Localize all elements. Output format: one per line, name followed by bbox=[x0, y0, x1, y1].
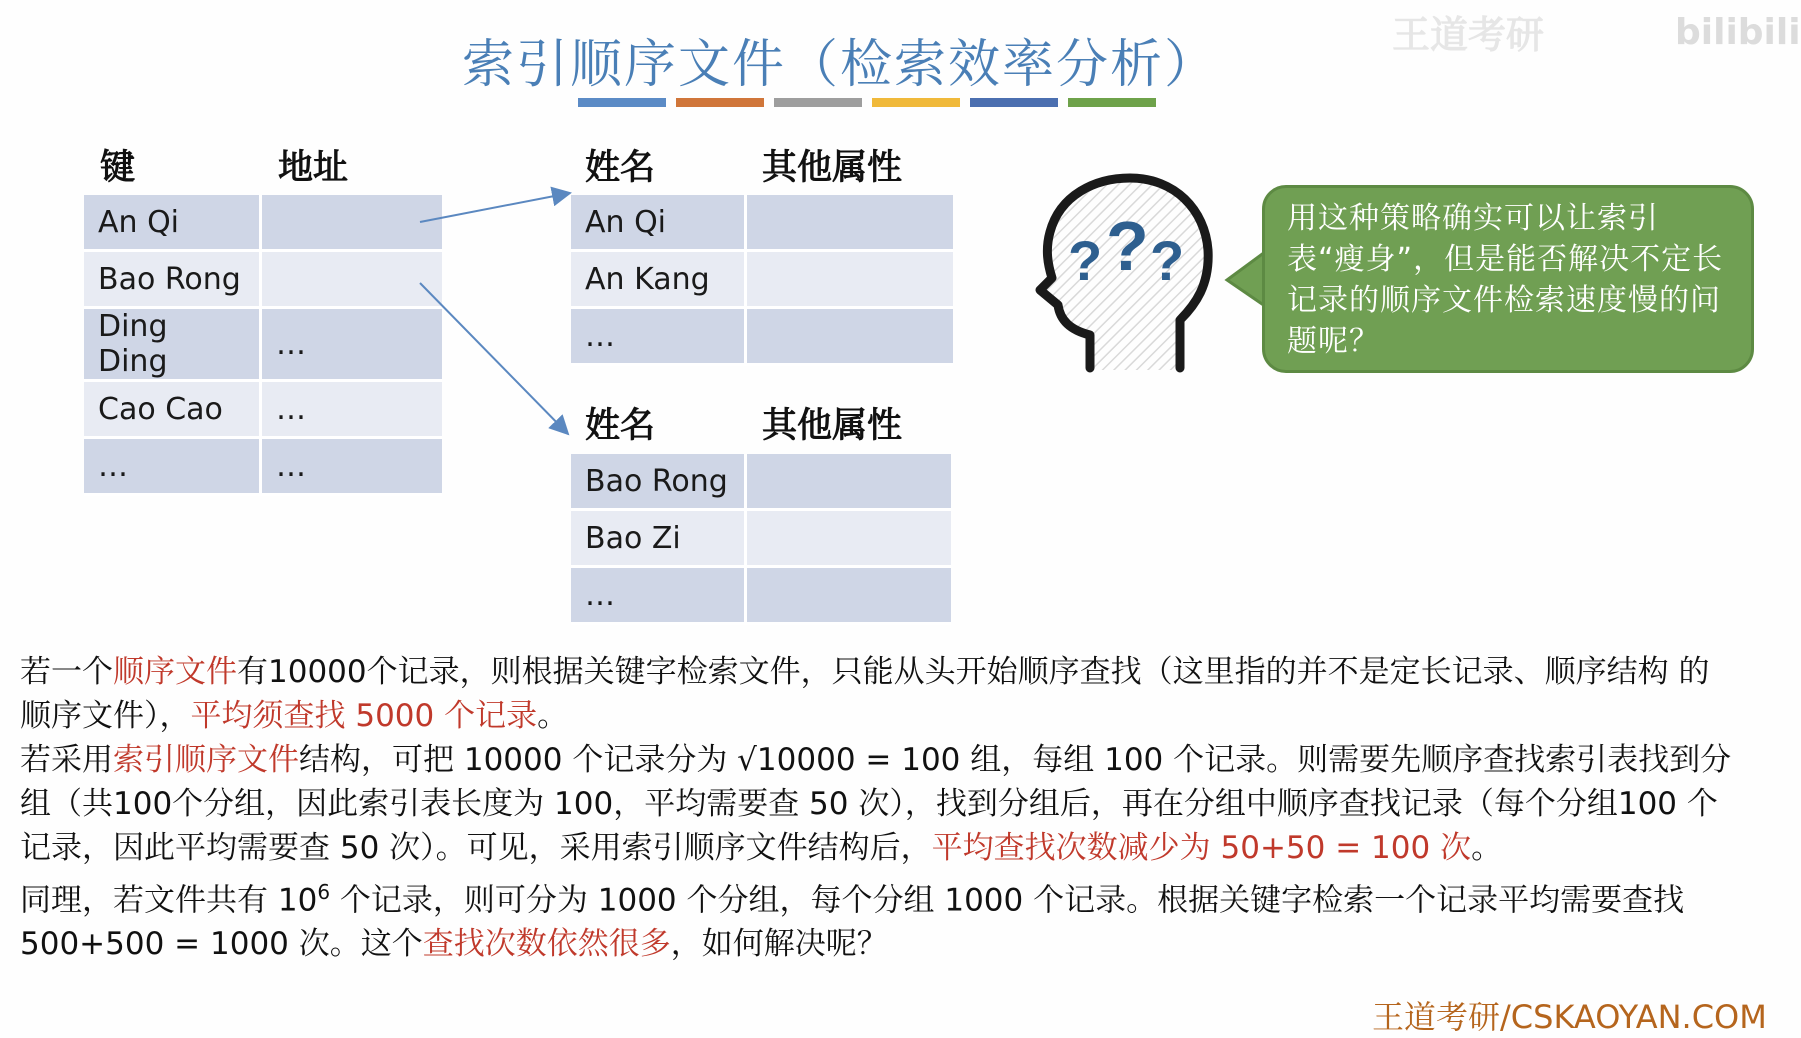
cell: … bbox=[571, 309, 747, 366]
group2-header-name: 姓名 bbox=[585, 406, 656, 446]
exponent: 6 bbox=[317, 880, 331, 904]
cell: An Qi bbox=[571, 195, 747, 252]
cell: Bao Zi bbox=[571, 511, 747, 568]
highlight-text: 平均查找次数减少为 50+50 = 100 次 bbox=[931, 830, 1472, 866]
cell: An Kang bbox=[571, 252, 747, 309]
svg-text:?: ? bbox=[1068, 229, 1103, 292]
paragraph-indexed bbox=[20, 738, 1740, 870]
explanation-text bbox=[20, 650, 1740, 966]
head-question-icon bbox=[1030, 170, 1220, 380]
text-run: 有10000个记录，则根据关键字检索文件，只能从头开始顺序查找（这里指的并不是定长记录、顺序结构 的顺序文件）， bbox=[20, 654, 1710, 734]
cell: Cao Cao bbox=[84, 382, 262, 439]
cell: Bao Rong bbox=[571, 454, 747, 511]
text-run: ，如何解决呢？ bbox=[670, 926, 888, 963]
text-run: 个记录，则可分为 1000 个分组，每个分组 1000 个记录。根据关键字检索一个记录平均需要查找 500+500 = 1000 次。这个 bbox=[20, 882, 1685, 963]
svg-text:?: ? bbox=[1150, 229, 1185, 292]
cell: … bbox=[262, 309, 442, 382]
watermark-text: 王道考研 bbox=[1392, 13, 1545, 57]
page-title: 索引顺序文件（检索效率分析） bbox=[461, 35, 1218, 95]
text-run: 结构，可把 10000 个记录分为 √10000 = 100 组，每组 100 个记录。则需要先顺序查找索引表找到分组（共100个分组，因此索引表长度为 100，平均需要查 50 次），找到分组后，再在分组中顺序查找记录（每个分组100 个记录，因此平均需要查 50 次）。可见，采用索引顺序文件结构后， bbox=[20, 742, 1732, 866]
text-run: 同理，若文件共有 10 bbox=[20, 882, 318, 919]
index-header-address: 地址 bbox=[278, 148, 349, 188]
bilibili-logo: bilibili bbox=[1675, 12, 1801, 53]
highlight-text: 平均须查找 5000 个记录 bbox=[190, 698, 538, 734]
svg-text:?: ? bbox=[1106, 207, 1149, 285]
text-run: 。 bbox=[1471, 830, 1503, 866]
paragraph-sequential bbox=[20, 650, 1740, 738]
cell: … bbox=[262, 382, 442, 439]
group2-header-attrs: 其他属性 bbox=[762, 406, 903, 446]
text-run: 。 bbox=[537, 698, 569, 734]
cell: An Qi bbox=[84, 195, 262, 252]
cell: … bbox=[262, 439, 442, 496]
group1-header-attrs: 其他属性 bbox=[762, 148, 903, 188]
text-run: 若采用 bbox=[20, 742, 113, 778]
arrow-to-group-1 bbox=[420, 193, 570, 222]
footer-watermark: 王道考研/CSKAOYAN.COM bbox=[1372, 998, 1767, 1036]
cell: … bbox=[84, 439, 262, 496]
cell: Ding Ding bbox=[84, 309, 262, 382]
cell: Bao Rong bbox=[84, 252, 262, 309]
highlight-text: 查找次数依然很多 bbox=[422, 926, 671, 963]
group1-header-name: 姓名 bbox=[585, 148, 656, 188]
text-run: 若一个 bbox=[20, 654, 113, 690]
thought-bubble: 用这种策略确实可以让索引表“瘦身”，但是能否解决不定长记录的顺序文件检索速度慢的问题呢？ bbox=[1262, 185, 1754, 373]
index-header-key: 键 bbox=[100, 148, 136, 188]
highlight-text: 顺序文件 bbox=[113, 654, 237, 690]
paragraph-large-file bbox=[20, 870, 1740, 966]
highlight-text: 索引顺序文件 bbox=[113, 742, 299, 778]
cell: … bbox=[571, 568, 747, 625]
arrow-to-group-2 bbox=[420, 283, 568, 434]
